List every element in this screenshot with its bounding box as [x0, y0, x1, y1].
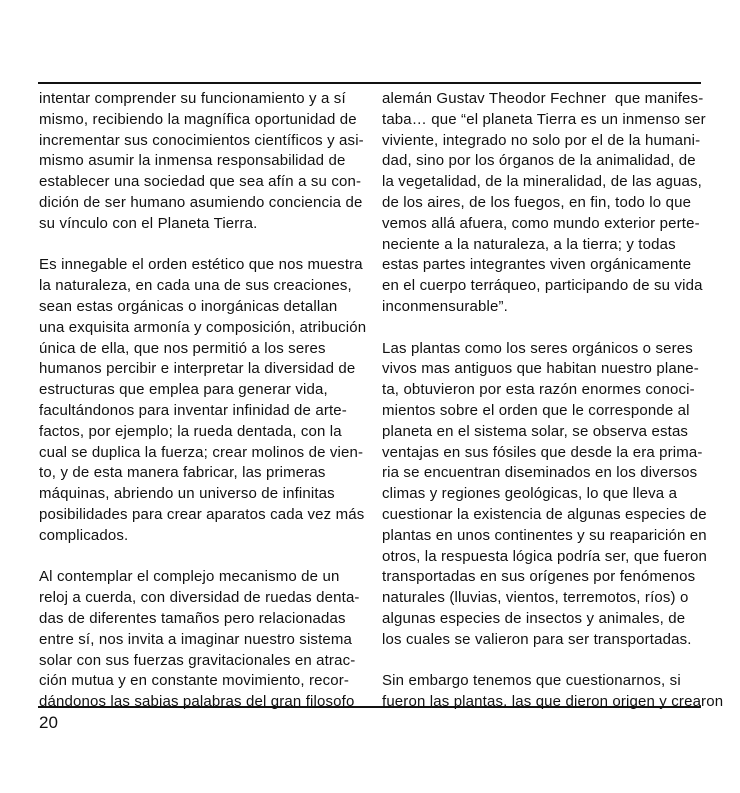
page-number: 20	[39, 713, 58, 732]
text-line: neciente a la naturaleza, a la tierra; y todas	[382, 235, 676, 253]
text-line: la naturaleza, en cada una de sus creaciones,	[39, 277, 352, 295]
text-line: intentar comprender su funcionamiento y a sí	[39, 90, 346, 107]
text-line: su vínculo con el Planeta Tierra.	[39, 214, 258, 232]
text-line: alemán Gustav Theodor Fechner que manifes-	[382, 90, 704, 107]
paragraph	[39, 567, 359, 713]
text-line: entre sí, nos invita a imaginar nuestro sistema	[39, 630, 353, 648]
text-line: reloj a cuerda, con diversidad de ruedas denta-	[39, 589, 360, 607]
bottom-rule	[38, 706, 701, 708]
text-line: en el cuerpo terráqueo, participando de su vida	[382, 277, 703, 295]
text-line: mismo, recibiendo la magnífica oportunidad de	[39, 110, 357, 128]
text-line: transportadas en sus orígenes por fenómenos	[382, 568, 696, 586]
paragraph-gap	[382, 318, 702, 339]
text-line: climas y regiones geológicas, lo que lleva a	[382, 485, 678, 503]
text-line: fueron las plantas, las que dieron origen y crearon	[382, 693, 724, 711]
text-line: estructuras que emplea para generar vida,	[39, 381, 328, 399]
text-line: viviente, integrado no solo por el de la humani-	[382, 131, 701, 149]
text-line: una exquisita armonía y composición, atribución	[39, 318, 367, 336]
text-line: ta, obtuvieron por esta razón enormes conoci-	[382, 381, 695, 399]
text-line: dición de ser humano asumiendo conciencia de	[39, 193, 363, 211]
text-line: vivos mas antiguos que habitan nuestro plane-	[382, 360, 699, 378]
text-line: incrementar sus conocimientos científicos y asi-	[39, 131, 364, 149]
text-line: estas partes integrantes viven orgánicamente	[382, 256, 692, 274]
text-line: cual se duplica la fuerza; crear molinos de vien-	[39, 443, 364, 461]
text-line: algunas especies de insectos y animales, de	[382, 609, 686, 627]
text-line: máquinas, abriendo un universo de infinitas	[39, 485, 335, 503]
text-line: mientos sobre el orden que le corresponde al	[382, 401, 690, 419]
text-line: planeta en el sistema solar, se observa estas	[382, 422, 689, 440]
paragraph	[382, 339, 708, 651]
left-column	[39, 89, 367, 713]
text-line: sean estas orgánicas o inorgánicas detallan	[39, 297, 338, 315]
text-line: Al contemplar el complejo mecanismo de un	[39, 568, 340, 586]
text-line: ción mutua y en constante movimiento, recor-	[39, 672, 350, 690]
paragraph	[39, 89, 364, 235]
text-line: dándonos las sabias palabras del gran filosofo	[39, 693, 355, 711]
text-line: complicados.	[39, 526, 129, 544]
paragraph	[39, 255, 367, 546]
text-line: la vegetalidad, de la mineralidad, de las aguas,	[382, 173, 702, 191]
text-line: posibilidades para crear aparatos cada vez más	[39, 505, 365, 523]
text-line: Las plantas como los seres orgánicos o seres	[382, 339, 693, 357]
text-line: inconmensurable”.	[382, 297, 508, 315]
text-line: ria se encuentran diseminados en los diversos	[382, 464, 698, 482]
right-column	[382, 89, 724, 713]
text-line: humanos percibir e interpretar la diversidad de	[39, 360, 356, 378]
text-line: cuestionar la existencia de algunas especies de	[382, 505, 707, 523]
text-line: facultándonos para inventar infinidad de arte-	[39, 401, 347, 419]
text-line: los cuales se valieron para ser transportadas.	[382, 630, 692, 648]
paragraph	[382, 89, 706, 318]
text-line: dad, sino por los órganos de la animalidad, de	[382, 152, 696, 170]
text-line: factos, por ejemplo; la rueda dentada, con la	[39, 422, 342, 440]
text-line: das de diferentes tamaños pero relacionadas	[39, 609, 346, 627]
top-rule	[38, 82, 701, 84]
text-line: to, y de esta manera fabricar, las primeras	[39, 464, 326, 482]
text-line: mismo asumir la inmensa responsabilidad de	[39, 152, 346, 170]
paragraph-gap	[39, 547, 359, 568]
text-line: Es innegable el orden estético que nos muestra	[39, 256, 363, 274]
text-line: ventajas en sus fósiles que desde la era prima-	[382, 443, 703, 461]
text-line: plantas en unos continentes y su reaparición en	[382, 526, 707, 544]
text-line: única de ella, que nos permitió a los seres	[39, 339, 326, 357]
paragraph-gap	[39, 235, 359, 256]
text-line: taba… que “el planeta Tierra es un inmenso ser	[382, 110, 706, 128]
text-line: de los aires, de los fuegos, en fin, todo lo que	[382, 193, 692, 211]
paragraph-gap	[382, 651, 702, 672]
text-line: Sin embargo tenemos que cuestionarnos, si	[382, 672, 681, 690]
text-line: vemos allá afuera, como mundo exterior perte-	[382, 214, 700, 232]
text-line: establecer una sociedad que sea afín a su con-	[39, 173, 362, 191]
text-line: otros, la respuesta lógica podría ser, que fueron	[382, 547, 708, 565]
text-line: naturales (lluvias, vientos, terremotos, ríos) o	[382, 589, 689, 607]
text-line: solar con sus fuerzas gravitacionales en atrac-	[39, 651, 356, 669]
